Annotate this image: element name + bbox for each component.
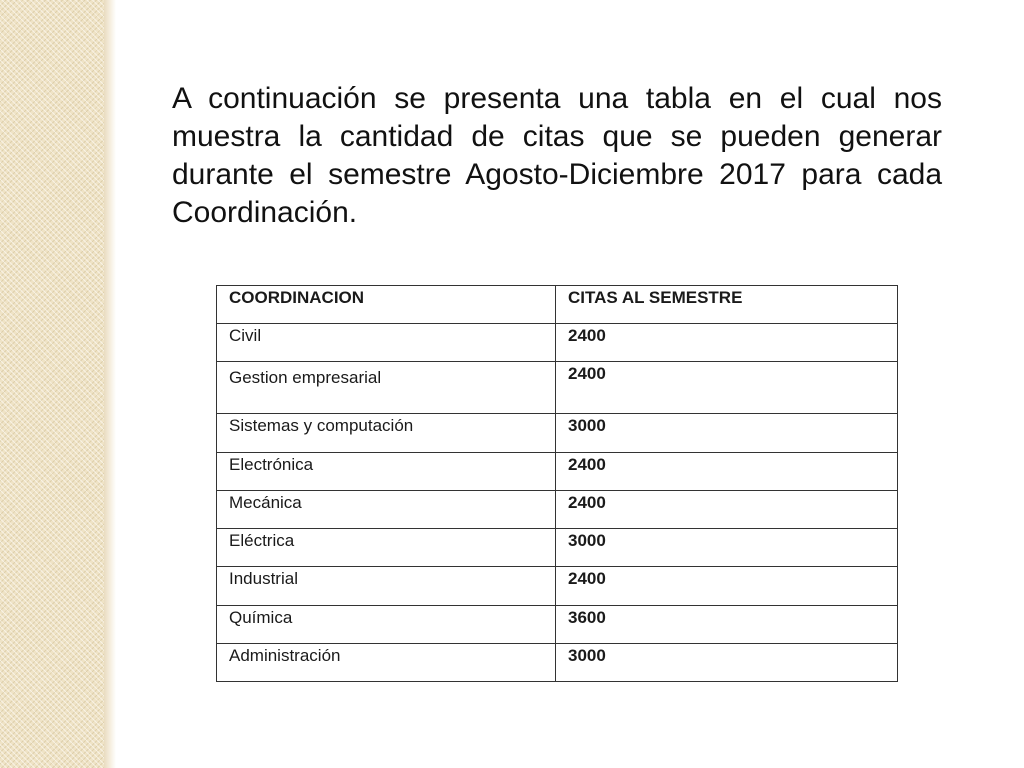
table-row [217, 643, 898, 681]
cell-coordinacion: Gestion empresarial [217, 362, 556, 414]
citas-table [216, 285, 898, 682]
cell-coordinacion: Civil [217, 324, 556, 362]
cell-citas: 2400 [556, 567, 898, 605]
intro-paragraph: A continuación se presenta una tabla en el cual nos muestra la cantidad de citas que se pueden generar durante el semestre Agosto-Diciembre 2017 para cada Coordinación. [172, 82, 942, 229]
cell-coordinacion: Sistemas y computación [217, 414, 556, 452]
cell-citas: 2400 [556, 324, 898, 362]
cell-citas: 2400 [556, 362, 898, 414]
cell-coordinacion: Industrial [217, 567, 556, 605]
table-header-row [217, 286, 898, 324]
cell-coordinacion: Eléctrica [217, 529, 556, 567]
cell-citas: 2400 [556, 452, 898, 490]
cell-coordinacion: Administración [217, 643, 556, 681]
side-band-edge [104, 0, 116, 768]
table-row [217, 529, 898, 567]
table-row [217, 324, 898, 362]
cell-coordinacion: Química [217, 605, 556, 643]
cell-citas: 3600 [556, 605, 898, 643]
cell-citas: 2400 [556, 490, 898, 528]
table-row [217, 452, 898, 490]
citas-table-container [216, 285, 897, 682]
table-row [217, 414, 898, 452]
header-citas-al-semestre: CITAS AL SEMESTRE [556, 286, 898, 324]
cell-coordinacion: Mecánica [217, 490, 556, 528]
table-row [217, 362, 898, 414]
cell-citas: 3000 [556, 529, 898, 567]
decorative-side-band [0, 0, 104, 768]
header-coordinacion: COORDINACION [217, 286, 556, 324]
table-row [217, 605, 898, 643]
table-row [217, 567, 898, 605]
cell-citas: 3000 [556, 643, 898, 681]
cell-coordinacion: Electrónica [217, 452, 556, 490]
cell-citas: 3000 [556, 414, 898, 452]
table-row [217, 490, 898, 528]
